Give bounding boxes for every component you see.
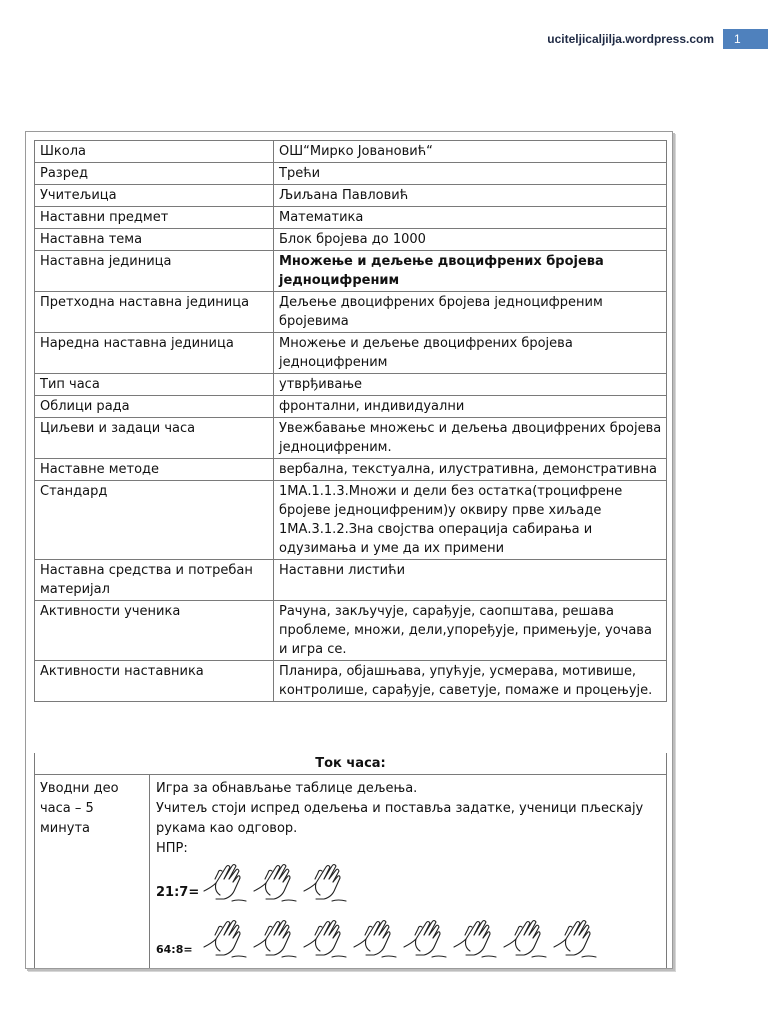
clap-hands-group [202, 917, 598, 959]
info-row [35, 163, 667, 185]
info-row [35, 374, 667, 396]
clapping-hands-icon [252, 917, 298, 959]
info-row-value: утврђивање [274, 374, 667, 396]
info-row [35, 207, 667, 229]
clap-example-expression: 21:7= [156, 885, 200, 900]
info-row [35, 418, 667, 459]
info-row-value: фронтални, индивидуални [274, 396, 667, 418]
clapping-hands-icon [502, 917, 548, 959]
info-row-key: Разред [35, 163, 274, 185]
clap-example-expression: 64:8= [156, 943, 193, 956]
info-row [35, 292, 667, 333]
intro-label: Уводни део часа – 5 минута [35, 775, 150, 968]
info-row-key: Школа [35, 141, 274, 163]
info-row-key: Активности ученика [35, 601, 274, 661]
info-row-value: Наставни листићи [274, 560, 667, 601]
info-row-key: Активности наставника [35, 661, 274, 702]
clapping-hands-icon [552, 917, 598, 959]
info-row-value: Множење и дељење двоцифрених бројева једноцифреним [274, 251, 667, 292]
clapping-hands-icon [452, 917, 498, 959]
intro-line: Учитељ стоји испред одељења и поставља задатке, ученици пљескају рукама као одговор. [156, 801, 644, 836]
clapping-hands-icon [402, 917, 448, 959]
clapping-hands-icon [302, 861, 348, 903]
info-row [35, 459, 667, 481]
info-row [35, 333, 667, 374]
info-row [35, 251, 667, 292]
clap-hands-group [202, 861, 348, 903]
clapping-hands-icon [352, 917, 398, 959]
info-row-key: Наставни предмет [35, 207, 274, 229]
info-row [35, 185, 667, 207]
info-row-key: Облици рада [35, 396, 274, 418]
header-url: uciteljicaljilja.wordpress.com [547, 32, 714, 46]
intro-body [156, 779, 661, 859]
info-row-value: Увежбавање множењс и дељења двоцифрених бројева једноцифреним. [274, 418, 667, 459]
info-row [35, 661, 667, 702]
info-row-key: Наставна јединица [35, 251, 274, 292]
info-row-value: вербална, текстуална, илустративна, демонстративна [274, 459, 667, 481]
clapping-hands-icon [202, 861, 248, 903]
info-row-value: Трећи [274, 163, 667, 185]
info-row-key: Наставна тема [35, 229, 274, 251]
info-row-key: Наставна средства и потребан материјал [35, 560, 274, 601]
info-row-value: Блок бројева до 1000 [274, 229, 667, 251]
info-row-value: Математика [274, 207, 667, 229]
intro-line: НПР: [156, 841, 188, 856]
info-row-key: Учитељица [35, 185, 274, 207]
info-row [35, 396, 667, 418]
info-row-value: 1МА.1.1.3.Множи и дели без остатка(троцифрене бројеве једноцифреним)у оквиру прве хиљаде 1МА.3.1.2.Зна својства операција сабирања и одузимања и уме да их примени [274, 481, 667, 560]
info-row [35, 229, 667, 251]
page-header [0, 29, 768, 49]
info-row [35, 141, 667, 163]
clapping-hands-icon [202, 917, 248, 959]
info-row [35, 560, 667, 601]
info-row-key: Циљеви и задаци часа [35, 418, 274, 459]
info-row [35, 481, 667, 560]
tok-casa-heading: Ток часа: [34, 753, 667, 775]
info-row-key: Наредна наставна јединица [35, 333, 274, 374]
info-row-value: Планира, објашњава, упућује, усмерава, мотивише, контролише, сарађује, саветује, помаже и процењује. [274, 661, 667, 702]
clapping-hands-icon [302, 917, 348, 959]
info-row-value: Множење и дељење двоцифрених бројева једноцифреним [274, 333, 667, 374]
info-row [35, 601, 667, 661]
info-row-key: Претходна наставна јединица [35, 292, 274, 333]
page-number-badge: 1 [723, 29, 768, 49]
intro-section [34, 775, 667, 968]
info-row-key: Тип часа [35, 374, 274, 396]
intro-line: Игра за обнављање таблице дељења. [156, 781, 418, 796]
info-row-value: ОШ“Мирко Јовановић“ [274, 141, 667, 163]
info-row-key: Наставне методе [35, 459, 274, 481]
info-row-value: Дељење двоцифрених бројева једноцифреним бројевима [274, 292, 667, 333]
clapping-hands-icon [252, 861, 298, 903]
info-row-value: Рачуна, закључује, сарађује, саопштава, решава проблеме, множи, дели,упоређује, примењује, уочава и игра се. [274, 601, 667, 661]
lesson-info-table [34, 140, 667, 702]
info-row-key: Стандард [35, 481, 274, 560]
info-row-value: Љиљана Павловић [274, 185, 667, 207]
lesson-plan-sheet [25, 131, 673, 969]
